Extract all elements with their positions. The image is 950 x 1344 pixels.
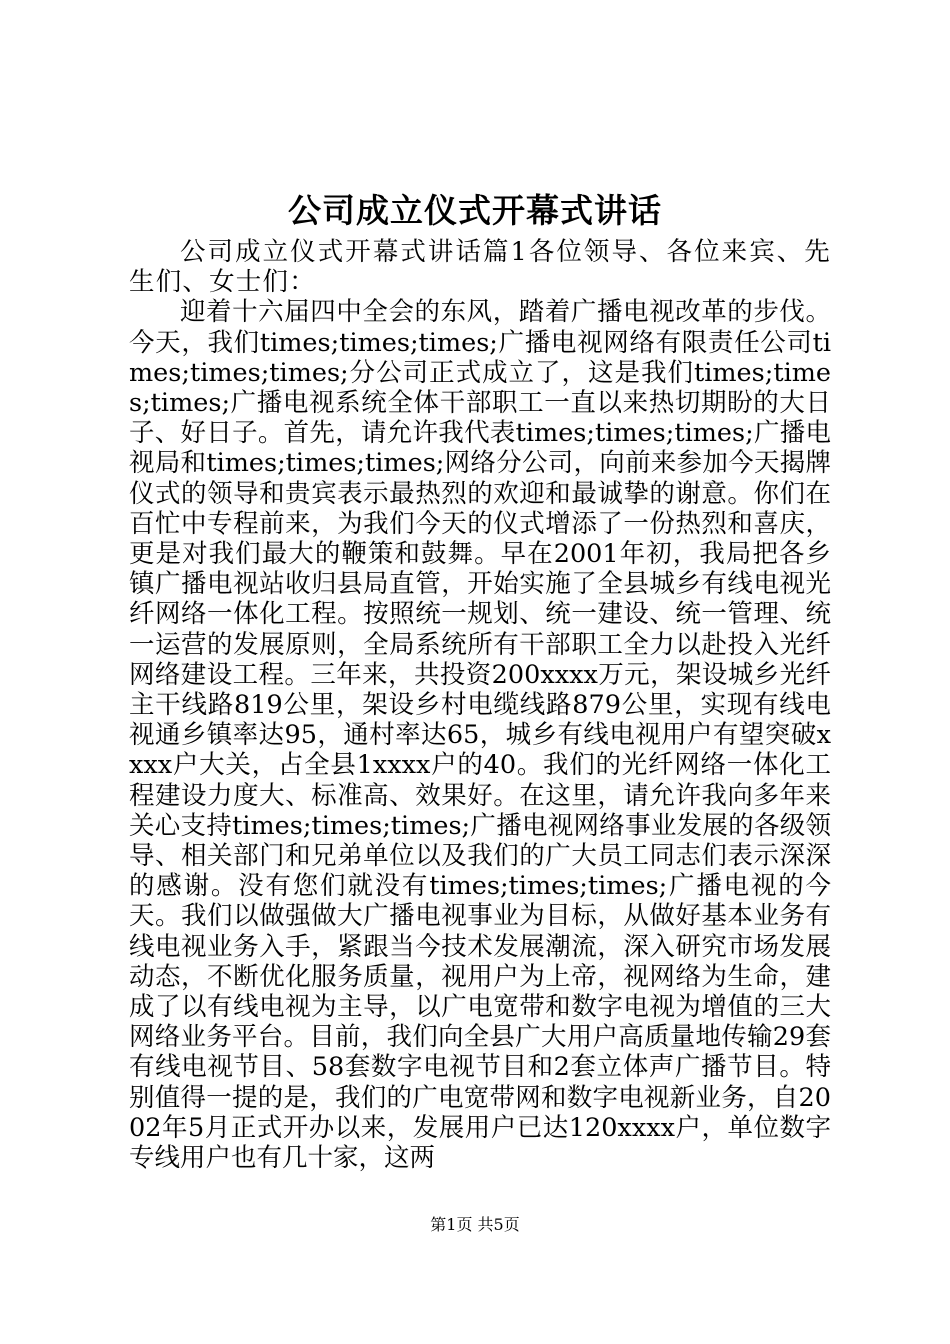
page-number-footer: 第1页 共5页: [430, 1215, 520, 1234]
document-title: 公司成立仪式开幕式讲话: [288, 191, 662, 230]
document-body: [129, 237, 831, 1173]
paragraph-main: 迎着十六届四中全会的东风，踏着广播电视改革的步伐。今天，我们times;times;times;广播电视网络有限责任公司times;times;times;分公司正式成立了，这是我们times;times;times;广播电视系统全体干部职工一直以来热切期盼的大日子、好日子。首先，请允许我代表times;times;times;广播电视局和times;times;times;网络分公司，向前来参加今天揭牌仪式的领导和贵宾表示最热烈的欢迎和最诚挚的谢意。你们在百忙中专程前来，为我们今天的仪式增添了一份热烈和喜庆，更是对我们最大的鞭策和鼓舞。早在2001年初，我局把各乡镇广播电视站收归县局直管，开始实施了全县城乡有线电视光纤网络一体化工程。按照统一规划、统一建设、统一管理、统一运营的发展原则，全局系统所有干部职工全力以赴投入光纤网络建设工程。三年来，共投资200xxxx万元，架设城乡光纤主干线路819公里，架设乡村电缆线路879公里，实现有线电视通乡镇率达95，通村率达65，城乡有线电视用户有望突破xxxx户大关，占全县1xxxx户的40。我们的光纤网络一体化工程建设力度大、标准高、效果好。在这里，请允许我向多年来关心支持times;times;times;广播电视网络事业发展的各级领导、相关部门和兄弟单位以及我们的广大员工同志们表示深深的感谢。没有您们就没有times;times;times;广播电视的今天。我们以做强做大广播电视事业为目标，从做好基本业务有线电视业务入手，紧跟当今技术发展潮流，深入研究市场发展动态，不断优化服务质量，视用户为上帝，视网络为生命，建成了以有线电视为主导，以广电宽带和数字电视为增值的三大网络业务平台。目前，我们向全县广大用户高质量地传输29套有线电视节目、58套数字电视节目和2套立体声广播节目。特别值得一提的是，我们的广电宽带网和数字电视新业务，自2002年5月正式开办以来，发展用户已达120xxxx户，单位数字专线用户也有几十家，这两: [129, 297, 831, 1174]
paragraph-greeting: 公司成立仪式开幕式讲话篇1各位领导、各位来宾、先生们、女士们：: [129, 237, 831, 298]
